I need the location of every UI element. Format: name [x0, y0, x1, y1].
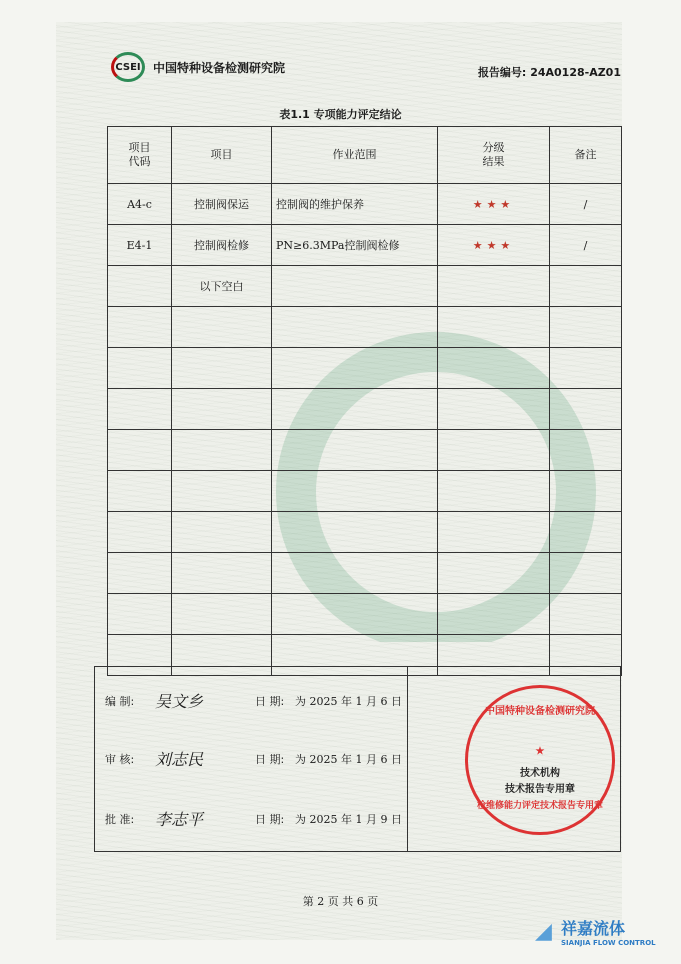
signature-section — [94, 666, 621, 852]
signature-role: 审 核: — [105, 752, 135, 766]
empty-cell — [272, 512, 438, 553]
empty-cell — [272, 594, 438, 635]
table-row — [108, 225, 622, 266]
empty-cell — [550, 430, 622, 471]
cell-grade: ★★★ — [438, 225, 550, 266]
cell-scope: 控制阀的维护保养 — [272, 184, 438, 225]
table-row-blank — [108, 389, 622, 430]
table-row — [108, 184, 622, 225]
cell-item: 以下空白 — [172, 266, 272, 307]
signature-handwritten: 吴文乡 — [155, 692, 204, 711]
empty-cell — [550, 348, 622, 389]
capability-table — [107, 126, 622, 676]
report-number — [478, 64, 621, 80]
cell-note: / — [550, 184, 622, 225]
signature-role: 批 准: — [105, 812, 135, 826]
org-name: 中国特种设备检测研究院 — [153, 60, 286, 75]
table-row-blank — [108, 307, 622, 348]
divider — [407, 667, 408, 851]
table-title: 表1.1 专项能力评定结论 — [279, 108, 402, 121]
cell-code — [108, 266, 172, 307]
empty-cell — [438, 594, 550, 635]
seal-outer-text: 中国特种设备检测研究院 — [485, 706, 595, 717]
cell-grade — [438, 266, 550, 307]
cell-note — [550, 266, 622, 307]
cell-grade: ★★★ — [438, 184, 550, 225]
empty-cell — [108, 594, 172, 635]
empty-cell — [108, 348, 172, 389]
table-row-blank — [108, 348, 622, 389]
seal-star-icon: ★ — [535, 746, 545, 757]
empty-cell — [550, 389, 622, 430]
date-label: 日 期: — [255, 812, 285, 826]
seal-line-1: 技术机构 — [520, 768, 560, 779]
signature-handwritten: 刘志民 — [155, 750, 204, 769]
empty-cell — [550, 594, 622, 635]
empty-cell — [172, 430, 272, 471]
seal-inner-text: 检维修能力评定技术报告专用章 — [476, 801, 603, 811]
table-row-blank — [108, 553, 622, 594]
cell-item: 控制阀保运 — [172, 184, 272, 225]
empty-cell — [550, 471, 622, 512]
table-row-blank — [108, 471, 622, 512]
empty-cell — [172, 553, 272, 594]
cell-code: E4-1 — [108, 225, 172, 266]
csei-logo-icon: CSEI — [111, 52, 145, 82]
empty-cell — [108, 512, 172, 553]
empty-cell — [550, 553, 622, 594]
empty-cell — [272, 348, 438, 389]
table-row-blank — [108, 594, 622, 635]
signature-date: 为 2025 年 1 月 9 日 — [295, 812, 402, 826]
empty-cell — [272, 471, 438, 512]
empty-cell — [438, 348, 550, 389]
table-row — [108, 266, 622, 307]
brand-name-en: SIANJIA FLOW CONTROL — [561, 939, 656, 947]
table-row-blank — [108, 430, 622, 471]
empty-cell — [108, 430, 172, 471]
column-header: 作业范围 — [272, 127, 438, 184]
empty-cell — [172, 348, 272, 389]
date-label: 日 期: — [255, 694, 285, 708]
empty-cell — [550, 512, 622, 553]
empty-cell — [172, 389, 272, 430]
empty-cell — [108, 471, 172, 512]
table-row-blank — [108, 512, 622, 553]
empty-cell — [438, 307, 550, 348]
empty-cell — [438, 553, 550, 594]
signature-date: 为 2025 年 1 月 6 日 — [295, 694, 402, 708]
column-header: 分级 结果 — [438, 127, 550, 184]
cell-code: A4-c — [108, 184, 172, 225]
org-logo — [111, 52, 285, 82]
brand-name-cn: 祥嘉流体 — [561, 919, 626, 938]
brand-logo-icon: ◢ — [535, 918, 552, 944]
cell-scope — [272, 266, 438, 307]
empty-cell — [272, 389, 438, 430]
empty-cell — [272, 430, 438, 471]
empty-cell — [108, 389, 172, 430]
brand-watermark — [535, 916, 656, 947]
empty-cell — [438, 512, 550, 553]
column-header: 备注 — [550, 127, 622, 184]
empty-cell — [272, 307, 438, 348]
empty-cell — [438, 471, 550, 512]
official-seal — [465, 685, 615, 835]
signature-date: 为 2025 年 1 月 6 日 — [295, 752, 402, 766]
page-number: 第 2 页 共 6 页 — [302, 895, 379, 908]
cell-note: / — [550, 225, 622, 266]
signature-row — [105, 747, 402, 770]
empty-cell — [172, 512, 272, 553]
signature-row — [105, 689, 402, 712]
empty-cell — [108, 307, 172, 348]
report-number-label: 报告编号: — [477, 66, 527, 79]
cell-scope: PN≥6.3MPa控制阀检修 — [272, 225, 438, 266]
empty-cell — [272, 553, 438, 594]
signature-handwritten: 李志平 — [155, 810, 204, 829]
empty-cell — [172, 471, 272, 512]
empty-cell — [438, 430, 550, 471]
report-number-value: 24A0128-AZ01 — [530, 66, 621, 79]
date-label: 日 期: — [255, 752, 285, 766]
signature-row — [105, 807, 402, 830]
empty-cell — [438, 389, 550, 430]
empty-cell — [172, 307, 272, 348]
table-header-row — [108, 127, 622, 184]
column-header: 项目 — [172, 127, 272, 184]
cell-item: 控制阀检修 — [172, 225, 272, 266]
empty-cell — [550, 307, 622, 348]
empty-cell — [172, 594, 272, 635]
column-header: 项目 代码 — [108, 127, 172, 184]
empty-cell — [108, 553, 172, 594]
seal-line-2: 技术报告专用章 — [505, 784, 575, 795]
signature-role: 编 制: — [105, 694, 135, 708]
